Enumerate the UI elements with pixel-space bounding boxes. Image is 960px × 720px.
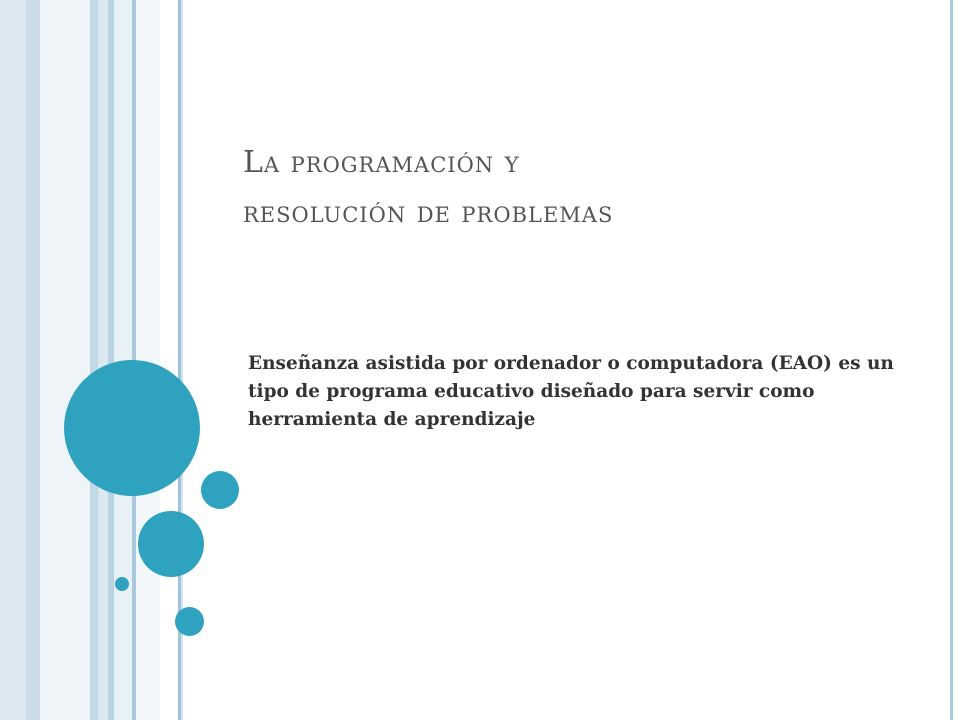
decorative-circle-medium xyxy=(138,511,204,577)
right-border-line xyxy=(950,0,953,720)
slide-subtitle: Enseñanza asistida por ordenador o computadora (EAO) es un tipo de programa educativo diseñado para servir como herramienta de aprendizaje xyxy=(248,353,894,430)
decorative-circle-small xyxy=(175,607,204,636)
decorative-circle-tiny xyxy=(115,577,129,591)
slide-title-line2: resolución de problemas xyxy=(243,195,614,230)
decorative-circle-large xyxy=(64,360,200,496)
decorative-stripe xyxy=(0,0,26,720)
decorative-circle-small xyxy=(201,471,239,509)
decorative-stripe xyxy=(90,0,98,720)
slide-title xyxy=(243,138,923,238)
decorative-stripe xyxy=(98,0,108,720)
slide-title-line1: La programación y xyxy=(243,145,520,180)
decorative-stripe xyxy=(26,0,40,720)
decorative-stripe xyxy=(40,0,90,720)
